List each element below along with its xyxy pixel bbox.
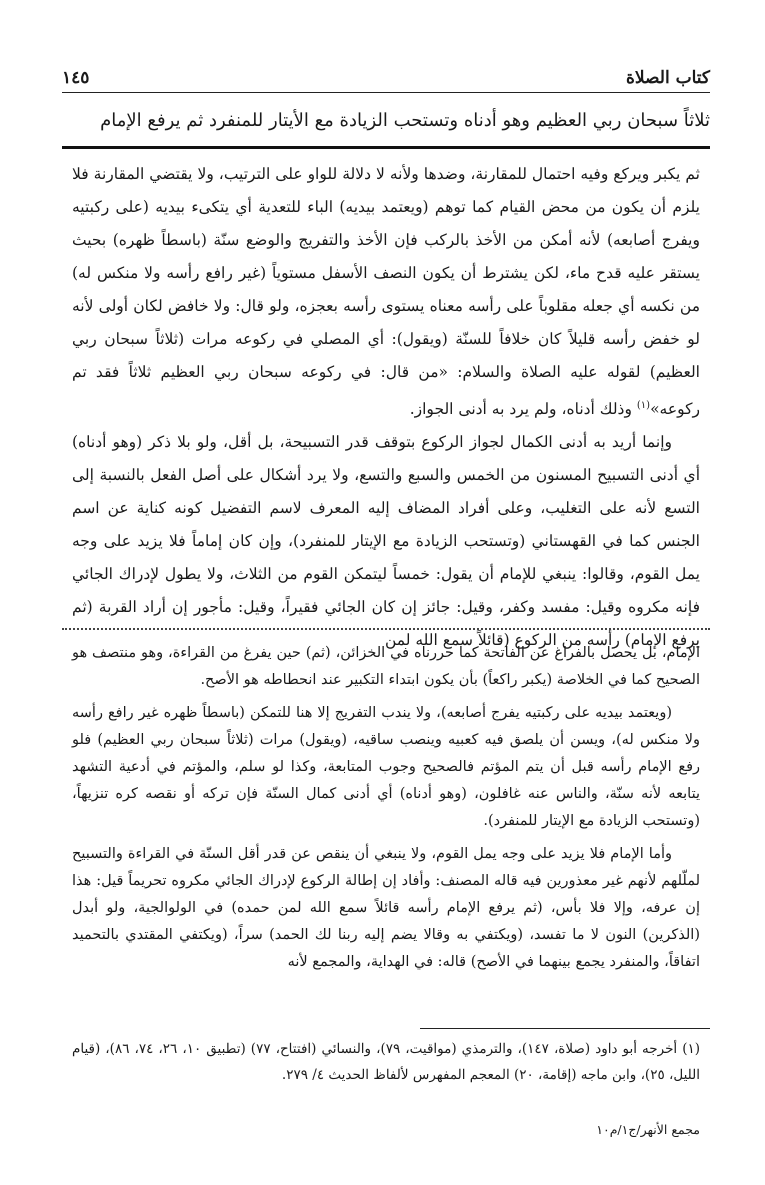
footnote: (١) أخرجه أبو داود (صلاة، ١٤٧)، والترمذي (مواقيت، ٧٩)، والنسائي (افتتاح، ٧٧) (تطبيق ١٠، ٢٦، ٧٤، ٨٦)، (قيام الليل، ٢٥)، وابن ماجه (إقامة، ٢٠) المعجم المفهرس لألفاظ الحديث ٤/ ٢٧٩. [72, 1041, 701, 1083]
matn-divider [62, 146, 710, 149]
hashiya-paragraph: الإمام، بل يحصل بالفراغ عن الفاتحة كما حررناه في الخزائن، (ثم) حين يفرغ من القراءة، وهو منتصف هو الصحيح كما في الخلاصة (يكبر راكعاً) بأن يكون ابتداء التكبير عند انحطاطه هو الأصح. [72, 645, 700, 688]
sharh-commentary [72, 158, 700, 650]
footnote-marker: (١) [636, 400, 651, 411]
page-number: ١٤٥ [62, 68, 90, 88]
dotted-divider [62, 628, 710, 630]
printer-signature: مجمع الأنهر/ج١/م١٠ [596, 1122, 700, 1137]
matn-text: ثلاثاً سبحان ربي العظيم وهو أدناه وتستحب الزيادة مع الأيتار للمنفرد ثم يرفع الإمام [100, 110, 710, 131]
hashiya-paragraph: (ويعتمد بيديه على ركبتيه يفرج أصابعه)، ولا يندب التفريج إلا هنا للتمكن (باسطاً ظهره غير رافع رأسه ولا منكس له)، ويسن أن يلصق فيه كعبيه وينصب ساقيه، (ويقول) مرات (ثلاثاً سبحان ربي العظيم) فلو رفع الإمام رأسه قبل أن يتم المؤتم فالصحيح وجوب المتابعة، وكذا لو سلم، والمؤتم في أدعية التشهد يتابعه لأنه سنّة، والناس عنه غافلون، (وهو أدناه) أي أدنى كمال السنّة فإن تركه أو نقصه كره تنزيهاً، (وتستحب الزيادة مع الإيتار للمنفرد). [72, 705, 700, 829]
hashiya-paragraph: وأما الإمام فلا يزيد على وجه يمل القوم، ولا ينبغي أن ينقص عن قدر أقل السنّة في القراءة والتسبيح لملّلهم لأنهم غير معذورين فيه قاله المصنف: وأفاد إن إطالة الركوع لإدراك الجائي مكروه تحريماً قيل: هذا إن عرفه، وإلا فلا بأس، (ثم يرفع الإمام رأسه قائلاً سمع الله لمن حمده) في الولوالجية، ولو أبدل (الذكرين) النون لا ما تفسد، (ويكتفي به وقالا يضم إليه ربنا لك الحمد) سراً، (ويكتفي المقتدي بالتحميد اتفاقاً، والمنفرد يجمع بينهما في الأصح) قاله: في الهداية، والمجمع لأنه [72, 846, 700, 970]
hashiya-commentary [72, 640, 700, 1020]
sharh-paragraph: ثم يكبر ويركع وفيه احتمال للمقارنة، وضدها ولأنه لا دلالة للواو على الترتيب، ولا يقتضي المقارنة فلا يلزم أن يكون من محض القيام كما توهم (ويعتمد بيديه) الباء للتعدية أي يتكىء بيديه (على ركبتيه ويفرج أصابعه) لأنه أمكن من الأخذ بالركب فإن الأخذ والتفريج والوضع سنّة (باسطاً ظهره) بحيث يستقر عليه قدح ماء، لكن يشترط أن يكون النصف الأسفل مستوياً (غير رافع رأسه ولا منكس له) من نكسه أي جعله مقلوباً على رأسه معناه يستوى رأسه بعجزه، ولو قال: ولا خافض لكان أولى لأنه لو خفض رأسه قليلاً كان خلافاً للسنّة (ويقول): أي المصلي في ركوعه مرات (ثلاثاً سبحان ربي العظيم) لقوله عليه الصلاة والسلام: «من قال: في ركوعه سبحان ربي العظيم ثلاثاً فقد تم ركوعه»$^{(١)}$ وذلك أدناه، ولم يرد به أدنى الجواز. [72, 165, 700, 419]
book-title: كتاب الصلاة [625, 68, 710, 88]
sharh-paragraph: وإنما أريد به أدنى الكمال لجواز الركوع بتوقف قدر التسبيحة، بل أقل، ولو بلا ذكر (وهو أدناه) أي أدنى التسبيح المسنون من الخمس والسبع والتسع، ولا يرد أشكال على أصل الفعل بالنسبة إلى التسع لأنه على التغليب، وعلى أفراد المضاف إليه المعرف لاسم التفضيل كونه كناية عن اسم الجنس كما في القهستاني (وتستحب الزيادة مع الإيتار للمنفرد)، وإن كان إماماً فلا يزيد على وجه يمل القوم، وقالوا: ينبغي للإمام أن يقول: خمساً ليتمكن القوم من الثلاث، ولا يطول لإدراك الجائي فإنه مكروه وقيل: مفسد وكفر، وقيل: جائز إن كان الجائي فقيراً، وقيل: مأجور إن أراد القربة (ثم يرفع الإمام) رأسه من الركوع (قائلاً سمع الله لمن [72, 433, 700, 650]
running-header [62, 58, 710, 93]
footnote-divider [420, 1028, 710, 1029]
